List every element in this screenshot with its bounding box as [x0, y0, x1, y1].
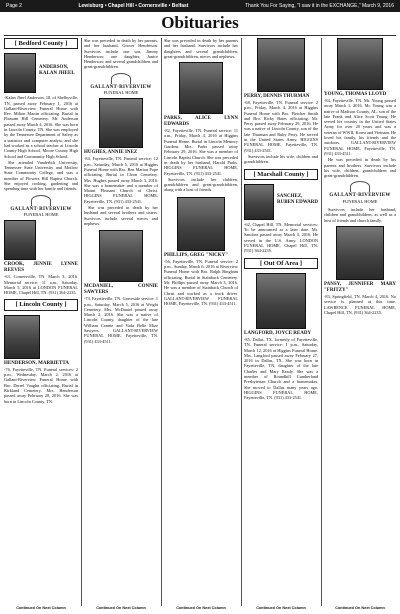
portrait-photo	[244, 184, 274, 220]
funeral-home-logo: GALLANT·RIVERVIEW FUNERAL HOME	[84, 73, 158, 96]
obit-name: PANSY, JENNIFER MARY "FRITZY"	[324, 281, 396, 293]
obit-name: PARKS, ALICE LYNN EDWARDS	[164, 116, 238, 128]
portrait-photo	[179, 62, 223, 114]
column-divider	[161, 38, 162, 606]
obit-text: -Kalan Jheel Anderson, 18, of Shelbyville, TN, passed away February 1, 2016 at Gallant-Riverview Funeral Home with Rev. Milton Martin officiating. Burial in Pleasant Hill Cemetery. Mr. Anderson passed away March 4, 2016. She was born in Lincoln County, TN. She was employed by the Tennessee Department of Safety as a statistics and computer analyst; and she had worked as a school teacher at Lincoln County High School, Moore County High School and Community High School.	[4, 95, 78, 159]
page-label: Page 2	[6, 3, 22, 9]
obit-text: -83, Springfield, TN. March 4, 2016. No service is planned at this time. LAWRENCE FUNERAL HOME, Chapel Hill, TN. (931) 364-2235.	[324, 293, 396, 315]
section-title: Obituaries	[161, 13, 239, 32]
column-2: She was preceded in death by her parents, and her husband, Grover Henderson. Survivors include one son, Jimmy Henderson; one daughter, Janice Henderson; and several grandchildren and great-grandchildren. GALLANT·RIVERVIEW FUNERAL HOME HUGHES, ANNIE INEZ -84, Fayetteville, TN. Funeral service: 12 p.m., Saturday, March 5, 2016 at Higgins Funeral Home with Bro. Ben Marion Pope officiating. Burial in Cleon Cemetery. Mrs. Hughes passed away March 3, 2016. She was a homemaker and a member of Mount Pleasant Church of Christ. HIGGINS FUNERAL HOME, Fayetteville, TN. (931) 433-2541. She was preceded in death by her husband and several brothers and sisters. Survivors include several nieces and nephews. MCDANIEL, CONNIE SAWYERS -73, Fayetteville, TN. Graveside service: 1 p.m., Saturday, March 5, 2016 at Wright Cemetery. Mrs. McDaniel passed away March 2, 2016. She was a native of Lincoln County, daughter of the late William Connie and Vada Belle Mize Sawyers. GALLANT-RIVERVIEW FUNERAL HOME, Fayetteville, TN. (931) 433-4511.	[84, 38, 158, 344]
column-5: YOUNG, THOMAS LLOYD -84, Fayetteville, TN. Mr. Young passed away March 1, 2016. Mr. Young was a native of Madison County, AL, son of the late Frank and Alice Scott Young. He served his country in the United States Army for over 20 years and was a veteran of WWII, Korea and Vietnam. He loved his family, his friends and the outdoors. GALLANT-RIVERVIEW FUNERAL HOME, Fayetteville, TN. (931) 433-4511. He was preceded in death by his parents and brothers. Survivors include his wife, children, grandchildren and great-grandchildren. GALLANT·RIVERVIEW FUNERAL HOME Survivors include her husband, children and grandchildren, as well as a host of friends and church family. PANSY, JENNIFER MARY "FRITZY" -83, Springfield, TN. March 4, 2016. No service is planned at this time. LAWRENCE FUNERAL HOME, Chapel Hill, TN. (931) 364-2235.	[324, 38, 396, 316]
obit-anderson	[4, 53, 78, 93]
obit-crook	[4, 220, 78, 260]
column-4: PERRY, DENNIS THURMAN -68, Fayetteville, TN. Funeral service: 2 p.m., Friday, March 4, 2016 at Higgins Funeral Home with Bro. Fletcher Smith and Bro. Ricky Bates officiating. Mr. Perry passed away February 29, 2016. He was a native of Lincoln County, son of the late Thurman and Ruby Perry. He served in the United States Army. HIGGINS FUNERAL HOME, Fayetteville, TN. (931) 433-2541. Survivors include his wife, children and grandchildren. [ Marshall County ] SANCHEZ, RUBEN EDWARD -62, Chapel Hill, TN. Memorial services: To be announced at a later date. Mr. Sanchez passed away March 3, 2016. He served in the U.S. Army. LONDON FUNERAL HOME, Chapel Hill, TN. (931) 364-2235. [ Out Of Area ] LANGFORD, JOYCE READY -85, Dallas, TX, formerly of Fayetteville, TN. Funeral service: 1 p.m., Saturday, March 12, 2016 at Higgins Funeral Home. Mrs. Langford passed away February 27, 2016 in Dallas, TX. She was born in Fayetteville, TN, daughter of the late Charles and Mary Ready. She was a member of Roundhill Cumberland Presbyterian Church and a homemaker. She moved to Dallas many years ago. HIGGINS FUNERAL HOME, Fayetteville, TN. (931) 433-2541.	[244, 38, 318, 402]
obit-name: ANDERSON, KALAN JHEEL	[39, 65, 75, 77]
obit-name: PHILLIPS, GREG "NICKY"	[164, 252, 229, 258]
obit-text: -68, Fayetteville, TN. Funeral service: 2 p.m., Friday, March 4, 2016 at Higgins Funeral Home with Bro. Fletcher Smith and Bro. Ricky Bates officiating. Mr. Perry passed away February 29, 2016. He was a native of Lincoln County, son of the late Thurman and Ruby Perry. He served in the United States Army. HIGGINS FUNERAL HOME, Fayetteville, TN. (931) 433-2541.	[244, 100, 318, 153]
portrait-photo	[4, 315, 40, 359]
page-header-bar	[0, 0, 400, 12]
obit-sanchez	[244, 184, 318, 220]
portrait-photo	[257, 38, 305, 92]
portrait-photo	[177, 197, 225, 251]
obit-name: LANGFORD, JOYCE READY	[244, 330, 312, 336]
obit-text: -73, Fayetteville, TN. Graveside service: 1 p.m., Saturday, March 5, 2016 at Wright Cemetery. Mrs. McDaniel passed away March 2, 2016. She was a native of Lincoln County, daughter of the late William Connie and Vada Belle Mize Sawyers. GALLANT-RIVERVIEW FUNERAL HOME, Fayetteville, TN. (931) 433-4511.	[84, 296, 158, 344]
county-header-lincoln: [ Lincoln County ]	[4, 299, 78, 310]
continued-note: Continued On Next Column	[335, 606, 385, 610]
obit-text: -56, Fayetteville, TN. Funeral service: 2 p.m., Sunday, March 6, 2016 at Riverview Funeral Home with Bro. Ralph Bingham officiating. Burial in Stainback Cemetery. Mr. Phillips passed away March 3, 2016. He was a member of Stainback Church of Christ and worked as a truck driver. GALLANT-RIVERVIEW FUNERAL HOME, Fayetteville, TN. (931) 433-4511.	[164, 258, 238, 307]
obit-name: HUGHES, ANNIE INEZ	[84, 150, 138, 156]
obit-name: CROOK, JENNIE LYNNE REEVES	[4, 262, 78, 274]
column-3: She was preceded in death by her parents and her husband. Survivors include her daughters and several grandchildren, great-grandchildren, nieces and nephews. PARKS, ALICE LYNN EDWARDS -82, Fayetteville, TN. Funeral service: 11 a.m., Friday, March 4, 2016 at Higgins Funeral Home. Burial in Lincoln Memory Gardens. Mrs. Parks passed away February 29, 2016. She was a member of Lincoln Baptist Church. She was preceded in death by her husband, Harold Parks. HIGGINS FUNERAL HOME, Fayetteville, TN. (931) 433-2541. Survivors include her children, grandchildren and great-grandchildren, along with a host of friends. PHILLIPS, GREG "NICKY" -56, Fayetteville, TN. Funeral service: 2 p.m., Sunday, March 6, 2016 at Riverview Funeral Home with Bro. Ralph Bingham officiating. Burial in Stainback Cemetery. Mr. Phillips passed away March 3, 2016. He was a member of Stainback Church of Christ and worked as a truck driver. GALLANT-RIVERVIEW FUNERAL HOME, Fayetteville, TN. (931) 433-4511.	[164, 38, 238, 307]
obit-text: -76, Fayetteville, TN. Funeral services: 2 p.m., Wednesday, March 2, 2016 at Gallant-Riverview Funeral Home with Bro. Derrel Vaughn officiating. Burial in Kirkland Cemetery. Mrs. Henderson passed away February 28, 2016. She was born in Lincoln County, TN.	[4, 366, 78, 404]
column-divider	[321, 38, 322, 606]
funeral-home-logo: GALLANT·RIVERVIEW FUNERAL HOME	[4, 195, 78, 218]
obit-name: YOUNG, THOMAS LLOYD	[324, 92, 387, 97]
obit-text: -84, Fayetteville, TN. Funeral service: 12 p.m., Saturday, March 5, 2016 at Higgins Funeral Home with Bro. Ben Marion Pope officiating. Burial in Cleon Cemetery. Mrs. Hughes passed away March 3, 2016. She was a homemaker and a member of Mount Pleasant Church of Christ. HIGGINS FUNERAL HOME, Fayetteville, TN. (931) 433-2541.	[84, 156, 158, 204]
column-1: [ Bedford County ] ANDERSON, KALAN JHEEL -Kalan Jheel Anderson, 18, of Shelbyville, TN, passed away February 1, 2016 at Gallant-Riverview Funeral Home with Rev. Milton Martin officiating. Burial in Pleasant Hill Cemetery. Mr. Anderson passed away March 4, 2016. She was born in Lincoln County, TN. She was employed by the Tennessee Department of Safety as a statistics and computer analyst; and she had worked as a school teacher at Lincoln County High School, Moore County High School and Community High School. She attended Vanderbilt University, Tennessee State University and Motlow State Community College, and was a member of Flowers Hill Baptist Church. She enjoyed cooking, gardening and spending time with her family and friends. GALLANT·RIVERVIEW FUNERAL HOME CROOK, JENNIE LYNNE REEVES -63, Cornersville, TN. March 3, 2016. Memorial service: 11 a.m., Saturday, March 5, 2016 at LONDON FUNERAL HOME, Chapel Hill, TN. (931) 364-2235. [ Lincoln County ] HENDERSON, MARRIETTA -76, Fayetteville, TN. Funeral services: 2 p.m., Wednesday, March 2, 2016 at Gallant-Riverview Funeral Home with Bro. Derrel Vaughn officiating. Burial in Kirkland Cemetery. Mrs. Henderson passed away February 28, 2016. She was born in Lincoln County, TN.	[4, 40, 78, 404]
obit-name: PERRY, DENNIS THURMAN	[244, 94, 310, 99]
county-header-out-of-area: [ Out Of Area ]	[244, 258, 318, 269]
obit-text: -82, Fayetteville, TN. Funeral service: 11 a.m., Friday, March 4, 2016 at Higgins Funeral Home. Burial in Lincoln Memory Gardens. Mrs. Parks passed away February 29, 2016. She was a member of Lincoln Baptist Church. She was preceded in death by her husband, Harold Parks. HIGGINS FUNERAL HOME, Fayetteville, TN. (931) 433-2541.	[164, 128, 238, 176]
header-towns: Lewisburg • Chapel Hill • Cornersville • Belfast	[78, 3, 189, 9]
column-divider	[81, 38, 82, 606]
logo-mark-icon	[31, 195, 51, 206]
obit-text: -62, Chapel Hill, TN. Memorial services: To be announced at a later date. Mr. Sanchez passed away March 3, 2016. He served in the U.S. Army. LONDON FUNERAL HOME, Chapel Hill, TN. (931) 364-2235.	[244, 221, 318, 254]
obit-text: -85, Dallas, TX, formerly of Fayetteville, TN. Funeral service: 1 p.m., Saturday, March 12, 2016 at Higgins Funeral Home. Mrs. Langford passed away February 27, 2016 in Dallas, TX. She was born in Fayetteville, TN, daughter of the late Charles and Mary Ready. She was a member of Roundhill Cumberland Presbyterian Church and a homemaker. She moved to Dallas many years ago. HIGGINS FUNERAL HOME, Fayetteville, TN. (931) 433-2541.	[244, 336, 318, 401]
obit-name: HENDERSON, MARRIETTA	[4, 360, 69, 366]
logo-mark-icon	[111, 73, 131, 84]
continued-note: Continued On Next Column	[16, 606, 66, 610]
portrait-photo	[4, 220, 36, 260]
obit-text: -84, Fayetteville, TN. Mr. Young passed away March 1, 2016. Mr. Young was a native of Madison County, AL, son of the late Frank and Alice Scott Young. He served his country in the United States Army for over 20 years and was a veteran of WWII, Korea and Vietnam. He loved his family, his friends and the outdoors. GALLANT-RIVERVIEW FUNERAL HOME, Fayetteville, TN. (931) 433-4511.	[324, 98, 396, 156]
portrait-photo	[99, 98, 143, 148]
continued-note: Continued On Next Column	[256, 606, 306, 610]
funeral-home-logo: GALLANT·RIVERVIEW FUNERAL HOME	[324, 181, 396, 204]
continued-note: Continued On Next Column	[96, 606, 146, 610]
obit-text: -63, Cornersville, TN. March 3, 2016. Memorial service: 11 a.m., Saturday, March 5, 2016 at LONDON FUNERAL HOME, Chapel Hill, TN. (931) 364-2235.	[4, 274, 78, 296]
county-header-bedford: [ Bedford County ]	[4, 38, 78, 49]
portrait-photo	[336, 226, 384, 280]
continued-note: Continued On Next Column	[176, 606, 226, 610]
obit-name: SANCHEZ, RUBEN EDWARD	[277, 193, 318, 205]
header-tagline: Thank You For Saying, "I saw it in the EXCHANGE," March 9, 2016	[245, 3, 394, 9]
obit-name: MCDANIEL, CONNIE SAWYERS	[84, 284, 158, 296]
portrait-photo	[99, 230, 143, 282]
portrait-photo	[337, 38, 383, 90]
column-divider	[241, 38, 242, 606]
title-rule	[4, 35, 396, 36]
logo-mark-icon	[350, 181, 370, 192]
county-header-marshall: [ Marshall County ]	[244, 169, 318, 180]
portrait-photo	[4, 53, 36, 93]
portrait-photo	[256, 273, 306, 329]
